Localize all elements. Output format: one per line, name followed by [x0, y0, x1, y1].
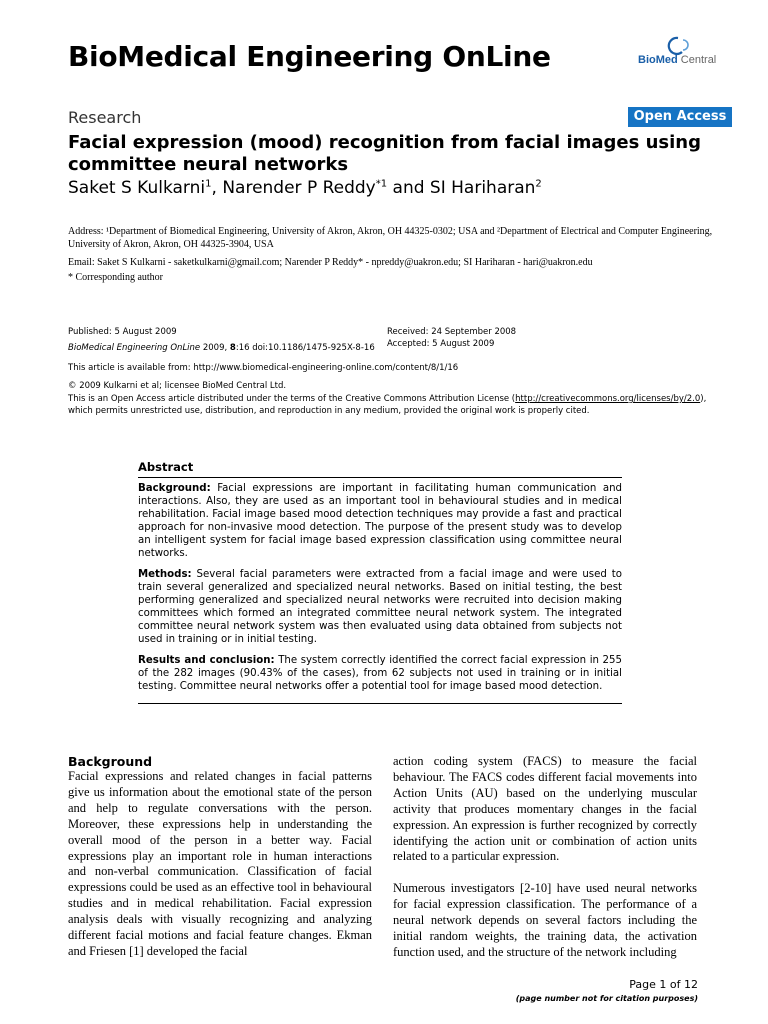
body-paragraph: Facial expressions and related changes in facial patterns give us information about the emotional state of the person and help to regulate conversations with the person. Moreover, these expressions help in understanding the overall mood of the person in a better way. Facial expressions play an important role in human interactions and non-verbal communication. Classification of facial expressions could be used as an effective tool in behavioural studies and in medical rehabilitation. Facial expression analysis deals with visually recognizing and analyzing different facial motions and facial feature changes. Ekman and Friesen [1] developed the facial: [68, 769, 372, 958]
right-column: [393, 754, 697, 961]
author-name[interactable]: Narender P Reddy: [222, 178, 376, 198]
logo-text: [638, 54, 716, 66]
abstract-background: [138, 482, 622, 560]
citation-line: [68, 342, 375, 354]
author-affiliation-mark: 2: [535, 178, 542, 190]
author-separator: ,: [211, 178, 223, 198]
author-affiliation-mark: *1: [375, 178, 388, 190]
citation-volume: 8: [229, 343, 236, 353]
journal-title: BioMedical Engineering OnLine: [68, 40, 551, 73]
biomed-central-logo: [638, 32, 738, 72]
author-affiliation-mark: 1: [205, 178, 212, 190]
license-terms: which permits unrestricted use, distribution, and reproduction in any medium, provided the original work is properly cited.: [68, 406, 590, 416]
body-paragraph: action coding system (FACS) to measure the facial behaviour. The FACS codes different facial movements into Action Units (AU) based on the underlying muscular activity that produces momentary changes in the facial expression. An expression is further recognized by correctly identifying the action unit or combination of action units related to a particular expression.: [393, 754, 697, 864]
corresponding-note: * Corresponding author: [68, 272, 163, 283]
license-line: [68, 393, 706, 405]
author-separator: and: [387, 178, 430, 198]
abstract-results-label: Results and conclusion:: [138, 655, 275, 666]
abstract-methods-text: Several facial parameters were extracted from a facial image and were used to train several generalized and specialized neural networks. Based on initial testing, the best performing generalized and specialized neural networks were recruited into decision making committees which formed an integrated committee neural network system. The integrated committee neural network system was then evaluated using data obtained from subjects not used in training or in initial testing.: [138, 569, 622, 645]
author-address: Address: ¹Department of Biomedical Engineering, University of Akron, Akron, OH 44325-0302; USA and ²Department of Electrical and Computer Engineering, University of Akron, Akron, OH 44325-3904, USA: [68, 226, 713, 250]
license-text: This is an Open Access article distributed under the terms of the Creative Commons Attribution License (: [68, 394, 516, 404]
license-text-end: ),: [700, 394, 707, 404]
abstract-background-label: Background:: [138, 483, 211, 494]
logo-central: Central: [677, 54, 717, 66]
author-name[interactable]: SI Hariharan: [429, 178, 536, 198]
article-url: This article is available from: http://www.biomedical-engineering-online.com/content/8/1/16: [68, 363, 459, 373]
author-list: [68, 178, 542, 198]
abstract-bottom-rule: [138, 703, 622, 704]
abstract-methods: [138, 568, 622, 646]
abstract-results-text: The system correctly identified the correct facial expression in 255 of the 282 images (90.43% of the cases), from 62 subjects not used in training or in initial testing. Committee neural networks offer a potential tool for image based mood detection.: [138, 655, 622, 692]
body-paragraph: Numerous investigators [2-10] have used neural networks for facial expression classification. The performance of a neural network depends on several factors including the initial random weights, the training data, the activation function used, and the structure of the network including: [393, 881, 697, 959]
page-number-note: (page number not for citation purposes): [515, 994, 698, 1003]
citation-year: 2009,: [200, 343, 230, 353]
left-column: [68, 754, 372, 960]
logo-biomed: BioMed: [638, 54, 678, 66]
section-heading-background: Background: [68, 754, 153, 769]
logo-mark-icon: [638, 32, 738, 56]
citation-doi: :16 doi:10.1186/1475-925X-8-16: [235, 343, 375, 353]
received-date: Received: 24 September 2008: [387, 327, 517, 337]
license-link[interactable]: http://creativecommons.org/licenses/by/2.0: [515, 394, 701, 404]
accepted-date: Accepted: 5 August 2009: [387, 339, 495, 349]
abstract-background-text: Facial expressions are important in facilitating human communication and interactions. Also, they are used as an important tool in behavioural studies and in medical rehabilitation. Facial image based mood detection techniques may provide a fast and practical approach for non-invasive mood detection. The purpose of the present study was to develop an intelligent system for facial image based expression classification using committee neural networks.: [138, 483, 622, 559]
published-date: Published: 5 August 2009: [68, 327, 177, 337]
abstract-methods-label: Methods:: [138, 569, 192, 580]
abstract-heading: Abstract: [138, 460, 622, 478]
open-access-badge: Open Access: [628, 107, 732, 127]
abstract-results: [138, 654, 622, 693]
article-title: Facial expression (mood) recognition from facial images using committee neural networks: [68, 132, 701, 175]
copyright-line: © 2009 Kulkarni et al; licensee BioMed Central Ltd.: [68, 381, 287, 391]
section-type: Research: [68, 108, 142, 127]
author-emails: Email: Saket S Kulkarni - saketkulkarni@gmail.com; Narender P Reddy* - npreddy@uakron.edu; SI Hariharan - hari@uakron.edu: [68, 257, 593, 268]
abstract-box: [138, 460, 622, 704]
author-name[interactable]: Saket S Kulkarni: [68, 178, 206, 198]
page-number: Page 1 of 12: [629, 978, 698, 991]
citation-journal: BioMedical Engineering OnLine: [68, 343, 201, 353]
